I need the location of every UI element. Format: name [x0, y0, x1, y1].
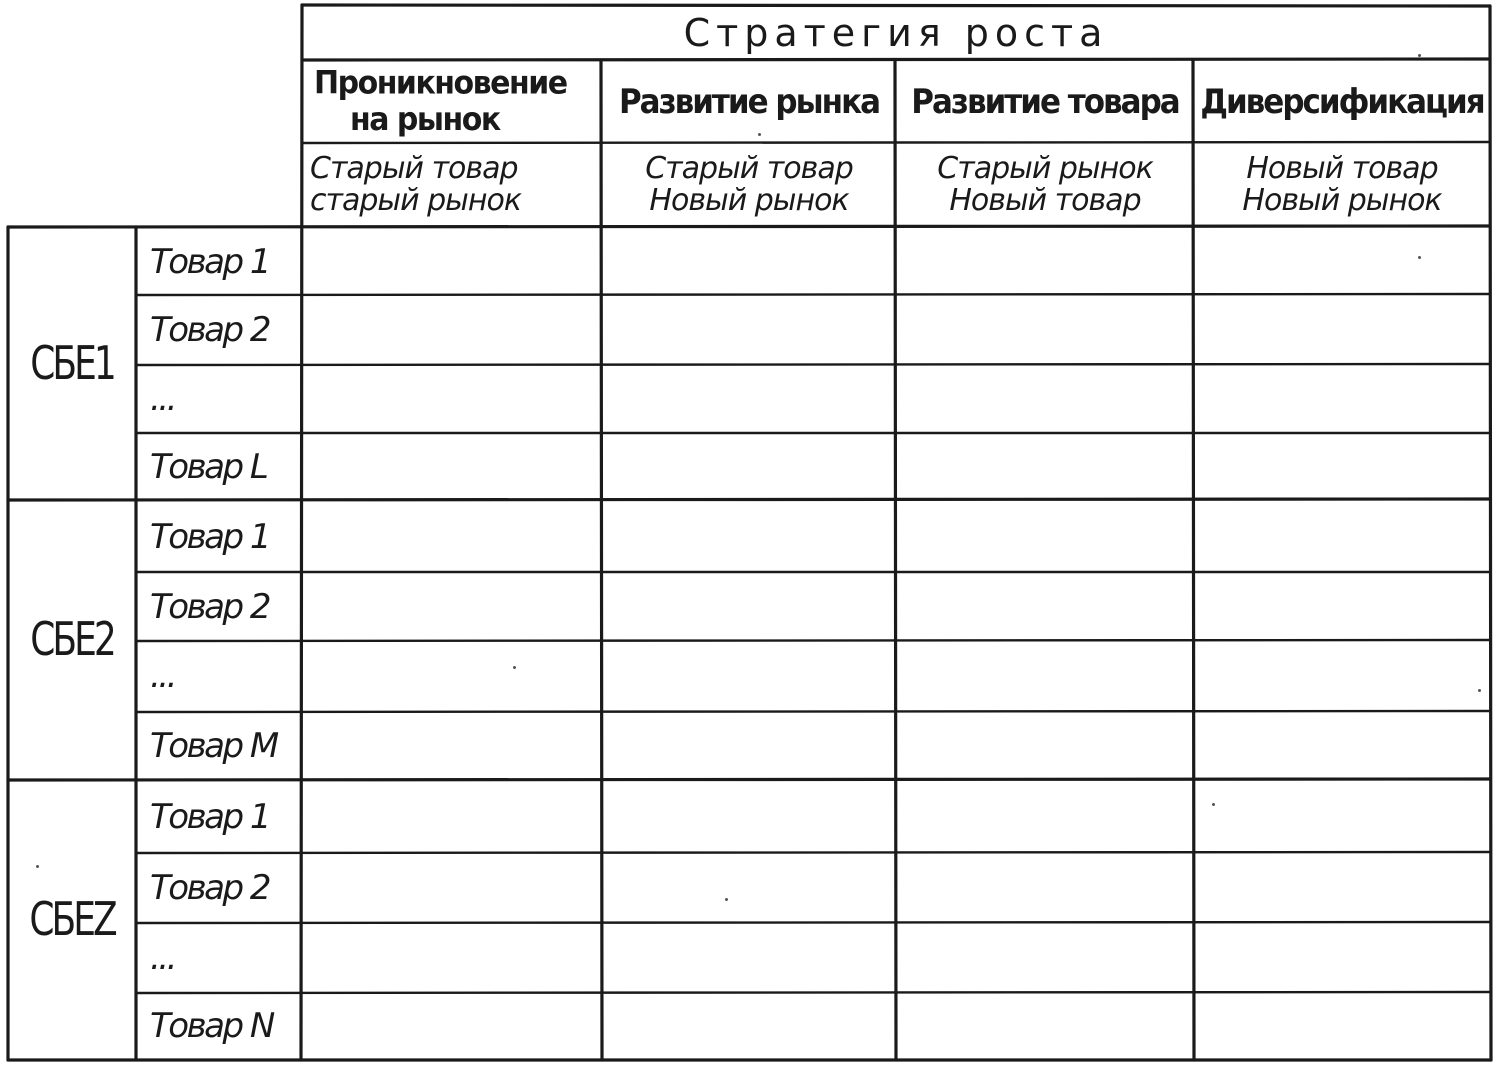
description-line: Старый рынок: [937, 151, 1153, 186]
product-name: Товар 1: [150, 516, 269, 557]
paper-speck: [1212, 803, 1215, 806]
strategy-description-diversification: [1195, 145, 1489, 225]
description-line: Новый рынок: [1242, 183, 1442, 218]
paper-speck: [1478, 689, 1481, 692]
description-line: Новый товар: [1246, 151, 1438, 186]
product-name: Товар L: [150, 446, 267, 487]
grid-line: [1490, 6, 1491, 1060]
description-line: Старый товар: [645, 151, 853, 186]
product-label: [138, 994, 300, 1058]
description-line: Новый рынок: [649, 183, 849, 218]
grid-line: [8, 499, 1490, 500]
strategy-description-product-development: [897, 145, 1193, 225]
product-name: Товар M: [150, 725, 277, 766]
grid-line: [136, 640, 1490, 641]
product-label: [138, 854, 300, 921]
business-unit-name: СБЕ2: [30, 613, 114, 667]
product-name: Товар 2: [150, 586, 269, 627]
product-label: [138, 782, 300, 851]
grid-line: [8, 226, 1490, 227]
product-name: Товар 1: [150, 241, 269, 282]
paper-speck: [758, 133, 761, 136]
product-name: Товар N: [150, 1006, 273, 1046]
product-label: [138, 924, 300, 991]
product-name: ...: [150, 656, 175, 696]
strategy-name-line: на рынок: [350, 100, 500, 139]
paper-speck: [1418, 54, 1421, 57]
product-label: [138, 296, 300, 363]
strategy-name-penetration: [304, 59, 600, 144]
product-name: ...: [150, 937, 175, 978]
product-label: [138, 713, 300, 778]
product-label: [138, 366, 300, 432]
product-name: ...: [150, 379, 175, 419]
grid-line: [1193, 60, 1194, 1060]
business-unit-label: [10, 761, 134, 1078]
paper-speck: [36, 865, 39, 868]
paper-speck: [1418, 256, 1421, 259]
strategy-description-penetration: [304, 145, 600, 225]
paper-speck: [725, 898, 728, 901]
strategy-name-market-development: [603, 59, 895, 144]
product-label: [138, 574, 300, 639]
strategy-name-line: Развитие рынка: [618, 82, 880, 121]
grid-line: [136, 922, 1490, 923]
description-line: старый рынок: [310, 183, 521, 218]
grid-line: [136, 711, 1490, 712]
product-name: Товар 2: [150, 867, 269, 908]
business-unit-name: СБЕ1: [30, 337, 114, 390]
product-name: Товар 1: [150, 796, 269, 837]
grid-line: [136, 992, 1490, 993]
description-line: Новый товар: [949, 183, 1141, 218]
strategy-description-market-development: [603, 145, 895, 225]
grid-line: [136, 294, 1490, 295]
product-label: [138, 642, 300, 710]
business-unit-label: [10, 209, 134, 518]
strategy-name-line: Диверсификация: [1200, 82, 1484, 121]
product-name: Товар 2: [150, 309, 269, 350]
strategy-name-line: Развитие товара: [911, 82, 1179, 121]
product-label: [138, 502, 300, 571]
strategy-name-diversification: [1195, 59, 1489, 144]
business-unit-name: СБЕZ: [29, 893, 115, 947]
description-line: Старый товар: [310, 151, 518, 186]
paper-speck: [513, 666, 516, 669]
matrix-title: [304, 8, 1488, 58]
strategy-name-line: Проникновение: [314, 63, 567, 102]
grid-line: [8, 779, 1490, 780]
product-label: [138, 229, 300, 294]
strategy-name-product-development: [897, 59, 1193, 144]
matrix-title-text: Стратегия роста: [683, 11, 1109, 55]
grid-line: [302, 5, 1490, 6]
product-label: [138, 435, 300, 498]
grid-line: [136, 364, 1490, 365]
grid-line: [895, 60, 896, 1060]
grid-line: [136, 852, 1490, 853]
grid-line: [301, 5, 302, 1060]
grid-line: [601, 60, 602, 1060]
business-unit-label: [10, 481, 134, 798]
